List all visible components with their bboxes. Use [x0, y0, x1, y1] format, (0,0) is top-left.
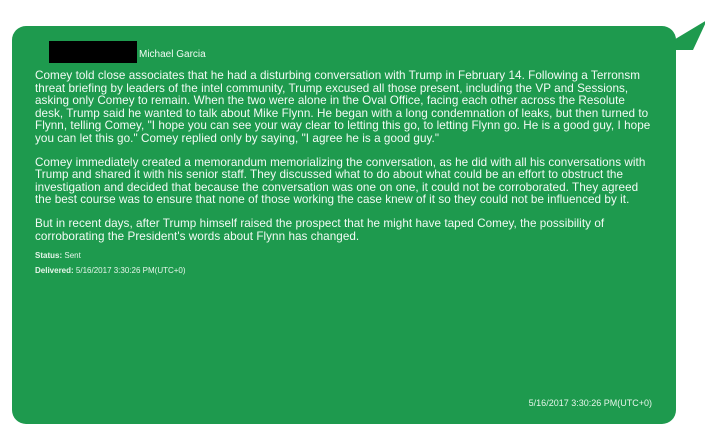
- message-bubble: [12, 26, 676, 424]
- delivered-line: [35, 263, 654, 278]
- delivered-value: 5/16/2017 3:30:26 PM(UTC+0): [75, 266, 186, 276]
- message-meta: [35, 248, 654, 278]
- message-body: [35, 70, 654, 243]
- status-value: Sent: [64, 251, 81, 261]
- message-paragraph-2: Comey immediately created a memorandum memorializing the conversation, as he did with all his conversations with Trump and shared it with his senior staff. They discussed what to do about what could be an effort to obstruct the investigation and decided that because the conversation was one on one, it could not be corroborated. They agreed the best course was to ensure that none of those working the case knew of it so they could not be influenced by it.: [35, 155, 646, 207]
- message-header: [35, 40, 654, 64]
- sender-name: Michael Garcia: [139, 48, 206, 60]
- status-label: Status:: [35, 251, 63, 261]
- redaction-block: [49, 41, 137, 63]
- delivered-label: Delivered:: [35, 266, 74, 276]
- message-paragraph-1: Comey told close associates that he had a disturbing conversation with Trump in February 14. Following a Terronsm threat briefing by leaders of the intel community, Trump excused all those present, including the VP and Sessions, asking only Comey to remain. When the two were alone in the Oval Office, facing each other across the Resolute desk, Trump said he wanted to talk about Mike Flynn. He began with a long condemnation of leaks, but then turned to Flynn, telling Comey, "I hope you can see your way clear to letting this go, to letting Flynn go. He is a good guy, I hope you can let this go." Comey replied only by saying, "I agree he is a good guy.": [35, 69, 651, 145]
- status-line: [35, 248, 654, 263]
- message-paragraph-3: But in recent days, after Trump himself raised the prospect that he might have taped Comey, the possibility of corroborating the President's words about Flynn has changed.: [35, 216, 605, 243]
- message-timestamp: 5/16/2017 3:30:26 PM(UTC+0): [528, 398, 652, 408]
